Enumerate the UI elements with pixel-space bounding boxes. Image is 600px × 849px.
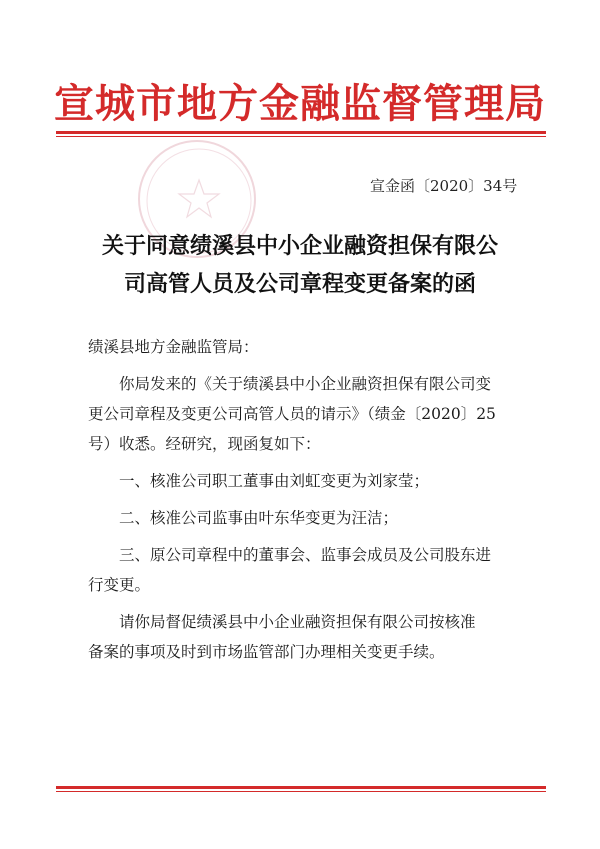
paragraph-line: 请你局督促绩溪县中小企业融资担保有限公司按核准 <box>119 613 476 631</box>
paragraph-line: 二、核准公司监事由叶东华变更为汪洁； <box>119 509 399 527</box>
closing-paragraph <box>88 607 518 637</box>
reply-item <box>88 466 518 496</box>
document-title <box>90 228 510 304</box>
header-red-rule-thick <box>56 131 546 134</box>
reply-item <box>88 540 518 570</box>
closing-paragraph-continued <box>88 637 518 667</box>
document-title-line: 司高管人员及公司章程变更备案的函 <box>123 272 476 297</box>
paragraph-line: 一、核准公司职工董事由刘虹变更为刘家莹； <box>119 472 430 490</box>
paragraph-line: 更公司章程及变更公司高管人员的请示》（绩金〔2020〕25 <box>88 405 496 423</box>
footer-red-rule-thick <box>56 786 546 789</box>
paragraph-line: 三、原公司章程中的董事会、监事会成员及公司股东进 <box>119 546 492 564</box>
header-red-rule-thin <box>56 136 546 137</box>
intro-paragraph <box>88 369 518 399</box>
letterhead-title: 宣城市地方金融监督管理局 <box>54 80 546 127</box>
document-title-line: 关于同意绩溪县中小企业融资担保有限公 <box>101 234 498 259</box>
paragraph-line: 备案的事项及时到市场监管部门办理相关变更手续。 <box>88 643 445 661</box>
footer-red-rule-thin <box>56 791 546 792</box>
document-number: 宣金函〔2020〕34号 <box>370 177 518 195</box>
reply-item-continued <box>88 570 518 600</box>
paragraph-line: 你局发来的《关于绩溪县中小企业融资担保有限公司变 <box>119 375 492 393</box>
intro-paragraph-continued <box>88 399 518 459</box>
paragraph-line: 号）收悉。经研究，现函复如下： <box>88 435 321 453</box>
reply-item <box>88 503 518 533</box>
document-body <box>88 332 518 667</box>
addressee: 绩溪县地方金融监管局： <box>88 338 259 356</box>
paragraph-line: 行变更。 <box>88 576 151 594</box>
